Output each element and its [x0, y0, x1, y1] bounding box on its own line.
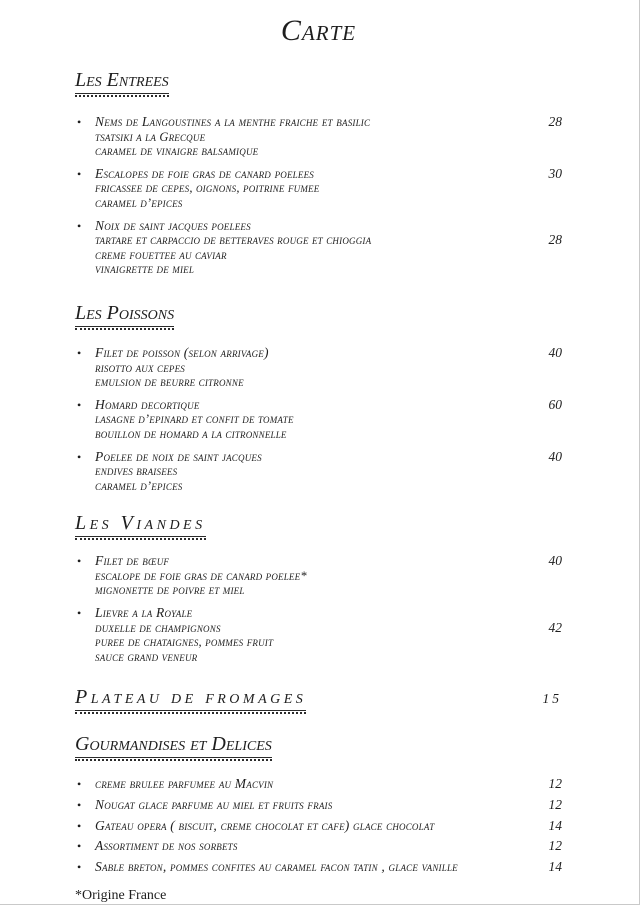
dish-detail: tsatsiki a la Grecque	[95, 129, 206, 144]
dish-price: 40	[548, 448, 562, 464]
menu-item	[75, 554, 562, 598]
section-heading-underline	[75, 301, 174, 330]
dish-name: Homard decortique	[95, 396, 200, 412]
menu-item	[75, 606, 562, 664]
dish-price	[522, 606, 562, 621]
bullet-icon: •	[77, 449, 82, 464]
dish-detail: caramel de vinaigre balsamique	[95, 144, 259, 159]
section-heading: Les Poissons	[75, 301, 174, 327]
bullet-icon: •	[77, 115, 82, 129]
bullet-icon: •	[77, 554, 82, 569]
bullet-icon	[75, 144, 95, 159]
dish-price	[522, 144, 562, 159]
bullet-icon	[75, 621, 95, 636]
dish-name: Filet de bœuf	[95, 553, 170, 569]
section-heading: Gourmandises et Delices	[75, 732, 272, 758]
dish-detail: duxelle de champignons	[95, 620, 221, 635]
menu-item	[75, 450, 562, 494]
menu-item	[75, 346, 562, 390]
dish-detail: caramel d’epices	[95, 478, 183, 493]
bullet-icon	[75, 412, 95, 427]
dish-detail: creme fouettee au caviar	[95, 247, 227, 262]
bullet-icon	[75, 196, 95, 211]
section-heading-underline	[75, 68, 169, 97]
dish-name: Gateau opera ( biscuit, creme chocolat et cafe) glace chocolat	[95, 817, 435, 833]
bullet-icon: •	[77, 798, 82, 813]
dish-detail: escalope de foie gras de canard poelee*	[95, 568, 307, 583]
section-heading-underline	[75, 511, 206, 540]
dish-name: Sable breton, pommes confites au caramel facon tatin , glace vanille	[95, 858, 458, 874]
dish-price: 12	[548, 776, 562, 792]
bullet-icon	[75, 233, 95, 248]
menu-item	[75, 860, 562, 875]
section-heading-underline	[75, 685, 306, 714]
dish-price	[522, 262, 562, 277]
section-heading-row	[75, 68, 562, 97]
dish-detail: vinaigrette de miel	[95, 262, 195, 277]
menu-section-gourmandises-et-delices	[75, 732, 562, 874]
bullet-icon	[75, 635, 95, 650]
dish-price: 14	[548, 817, 562, 833]
dish-name: Nems de Langoustines a la menthe fraiche et basilic	[95, 114, 371, 129]
menu-sections	[75, 68, 562, 874]
dish-price: 42	[548, 619, 562, 635]
menu-item	[75, 398, 562, 442]
dish-detail: sauce grand veneur	[95, 649, 198, 664]
dish-price	[522, 569, 562, 584]
dish-price	[522, 479, 562, 494]
page-title: Carte	[280, 14, 357, 47]
section-heading: Les Viandes	[75, 511, 206, 537]
menu-item	[75, 777, 562, 792]
section-heading-row	[75, 511, 562, 540]
bullet-icon	[75, 181, 95, 196]
dish-price: 28	[548, 114, 562, 129]
dish-price	[522, 361, 562, 376]
dish-price	[522, 412, 562, 427]
menu-section-les-entrees	[75, 68, 562, 277]
bullet-icon: •	[77, 777, 82, 792]
section-items	[75, 777, 562, 874]
dish-price	[522, 375, 562, 390]
dish-price: 12	[548, 838, 562, 854]
dish-detail: fricassee de cepes, oignons, poitrine fumee	[95, 181, 320, 196]
dish-detail: caramel d’epices	[95, 195, 183, 210]
menu-item	[75, 167, 562, 211]
menu-item	[75, 115, 562, 159]
menu-item	[75, 839, 562, 854]
section-heading-row	[75, 685, 562, 714]
dish-price: 40	[548, 344, 562, 360]
dish-name: Assortiment de nos sorbets	[95, 838, 238, 854]
bullet-icon	[75, 650, 95, 665]
menu-section-plateau-de-fromages	[75, 685, 562, 714]
section-heading: Les Entrees	[75, 68, 169, 94]
dish-price	[522, 650, 562, 665]
dish-name: Escalopes de foie gras de canard poelees	[95, 165, 314, 181]
dish-price: 28	[548, 232, 562, 248]
bullet-icon	[75, 248, 95, 263]
bullet-icon	[75, 361, 95, 376]
origin-footnote: *Origine France	[75, 888, 167, 904]
bullet-icon	[75, 375, 95, 390]
dish-price	[522, 464, 562, 479]
bullet-icon: •	[77, 839, 82, 854]
bullet-icon: •	[77, 859, 82, 874]
section-heading-price: 15	[542, 691, 562, 707]
section-heading-row	[75, 301, 562, 330]
bullet-icon: •	[77, 397, 82, 412]
dish-name: Lievre a la Royale	[95, 605, 193, 621]
bullet-icon: •	[77, 818, 82, 833]
dish-detail: tartare et carpaccio de betteraves rouge et chioggia	[95, 233, 372, 248]
dish-price: 60	[548, 396, 562, 412]
menu-item	[75, 798, 562, 813]
bullet-icon	[75, 479, 95, 494]
dish-detail: lasagne d’epinard et confit de tomate	[95, 412, 294, 427]
dish-name: Nougat glace parfume au miel et fruits frais	[95, 797, 333, 813]
dish-detail: puree de chataignes, pommes fruit	[95, 635, 274, 650]
dish-price: 40	[548, 553, 562, 569]
dish-price: 30	[548, 165, 562, 181]
menu-item	[75, 219, 562, 277]
menu-section-les-viandes	[75, 511, 562, 664]
bullet-icon: •	[77, 166, 82, 181]
dish-price	[522, 196, 562, 211]
bullet-icon	[75, 583, 95, 598]
dish-price	[522, 583, 562, 598]
dish-detail: endives braisees	[95, 464, 178, 479]
dish-price	[522, 427, 562, 442]
bullet-icon: •	[77, 606, 82, 621]
section-items	[75, 115, 562, 277]
section-heading: Plateau de fromages	[75, 685, 306, 711]
bullet-icon: •	[77, 218, 82, 233]
dish-detail: mignonette de poivre et miel	[95, 583, 245, 598]
dish-price	[522, 635, 562, 650]
dish-price	[522, 181, 562, 196]
bullet-icon	[75, 262, 95, 277]
dish-detail: emulsion de beurre citronne	[95, 375, 244, 390]
dish-price: 14	[548, 858, 562, 874]
dish-price	[522, 130, 562, 145]
dish-name: Noix de saint jacques poelees	[95, 217, 251, 233]
section-heading-underline	[75, 732, 272, 761]
bullet-icon	[75, 464, 95, 479]
dish-name: Filet de poisson (selon arrivage)	[95, 344, 269, 360]
dish-name: Poelee de noix de saint jacques	[95, 448, 262, 464]
dish-detail: bouillon de homard a la citronnelle	[95, 426, 287, 441]
section-items	[75, 346, 562, 493]
menu-section-les-poissons	[75, 301, 562, 493]
dish-price	[522, 248, 562, 263]
dish-price: 12	[548, 797, 562, 813]
dish-name: creme brulee parfumee au Macvin	[95, 776, 274, 792]
bullet-icon	[75, 130, 95, 145]
dish-detail: risotto aux cepes	[95, 360, 185, 375]
section-items	[75, 554, 562, 664]
menu-item	[75, 819, 562, 834]
bullet-icon: •	[77, 345, 82, 360]
bullet-icon	[75, 569, 95, 584]
section-heading-row	[75, 732, 562, 761]
bullet-icon	[75, 427, 95, 442]
dish-price	[522, 219, 562, 234]
